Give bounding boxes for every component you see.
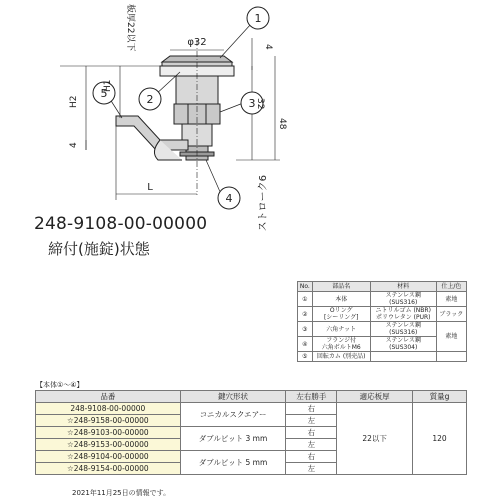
parts-row: [298, 307, 467, 322]
prod-header-hand: 左右勝手: [286, 391, 337, 403]
product-code: ☆248-9104-00-00000: [36, 451, 181, 463]
prod-header-code: 品番: [36, 391, 181, 403]
prod-header-keyhole: 鍵穴形状: [180, 391, 286, 403]
parts-header-material: 材料: [370, 282, 436, 292]
product-code: ☆248-9153-00-00000: [36, 439, 181, 451]
parts-name: 六角ナット: [312, 322, 370, 337]
parts-no: ⑤: [298, 352, 313, 362]
parts-name: フランジ付 六角ボルトM6: [312, 337, 370, 352]
keyhole-shape: コニカルスクエアー: [180, 403, 286, 427]
dim-phi32: φ32: [187, 37, 207, 48]
parts-no: ③: [298, 322, 313, 337]
table-row: [36, 403, 467, 415]
dim-4-top: 4: [263, 44, 273, 50]
dim-stroke: ストローク6: [258, 175, 269, 232]
parts-name: 本体: [312, 292, 370, 307]
keyhole-shape: ダブルビット 3 mm: [180, 427, 286, 451]
parts-finish: 素地: [436, 292, 466, 307]
callout-3-label: 3: [248, 97, 256, 110]
product-code: 248-9108-00-00000: [36, 403, 181, 415]
callout-5-label: 5: [100, 87, 108, 100]
hand: 右: [286, 403, 337, 415]
prod-header-mass: 質量g: [413, 391, 467, 403]
parts-name: Oリング [シーリング]: [312, 307, 370, 322]
parts-material: ニトリルゴム (NBR) ポリウレタン (PUR): [370, 307, 436, 322]
product-code: ☆248-9103-00-00000: [36, 427, 181, 439]
hand: 左: [286, 415, 337, 427]
product-table-caption: 【本体①～④】: [36, 381, 84, 389]
parts-finish: 素地: [436, 322, 466, 352]
keyhole-shape: ダブルビット 5 mm: [180, 451, 286, 475]
parts-row: [298, 292, 467, 307]
drawing-subtitle: 締付(施錠)状態: [48, 240, 150, 258]
product-code: ☆248-9154-00-00000: [36, 463, 181, 475]
mass: 120: [413, 403, 467, 475]
hand: 左: [286, 463, 337, 475]
parts-no: ④: [298, 337, 313, 352]
parts-name: 回転カム (別売品): [312, 352, 370, 362]
parts-finish: [436, 352, 466, 362]
parts-material: [370, 352, 436, 362]
parts-row: [298, 352, 467, 362]
hand: 右: [286, 451, 337, 463]
drawing-title: 248-9108-00-00000: [34, 214, 208, 234]
product-code: ☆248-9158-00-00000: [36, 415, 181, 427]
parts-material: ステンレス鋼 (SUS316): [370, 292, 436, 307]
parts-no: ②: [298, 307, 313, 322]
plate-thickness: 22以下: [337, 403, 413, 475]
dim-4-left: 4: [69, 142, 79, 148]
product-table: [35, 390, 467, 475]
parts-header-no: No.: [298, 282, 313, 292]
parts-finish: ブラック: [436, 307, 466, 322]
hand: 左: [286, 439, 337, 451]
dim-32: 32: [255, 98, 265, 110]
footnote: 2021年11月25日の情報です。: [72, 489, 171, 497]
dim-L: L: [147, 182, 153, 193]
parts-row: [298, 322, 467, 337]
parts-table: [297, 281, 467, 362]
prod-header-thickness: 適応板厚: [337, 391, 413, 403]
callout-1-label: 1: [254, 12, 262, 25]
hand: 右: [286, 427, 337, 439]
callout-2-label: 2: [146, 93, 154, 106]
dim-plate-thickness: 板厚22以下: [125, 4, 135, 52]
dim-h2: H2: [69, 95, 79, 108]
parts-header-name: 部品名: [312, 282, 370, 292]
callout-4-label: 4: [225, 192, 233, 205]
parts-no: ①: [298, 292, 313, 307]
parts-material: ステンレス鋼 (SUS304): [370, 337, 436, 352]
dim-h1: H1: [103, 79, 113, 92]
parts-header-finish: 仕上/色: [436, 282, 466, 292]
parts-material: ステンレス鋼 (SUS316): [370, 322, 436, 337]
dim-48: 48: [277, 118, 287, 130]
